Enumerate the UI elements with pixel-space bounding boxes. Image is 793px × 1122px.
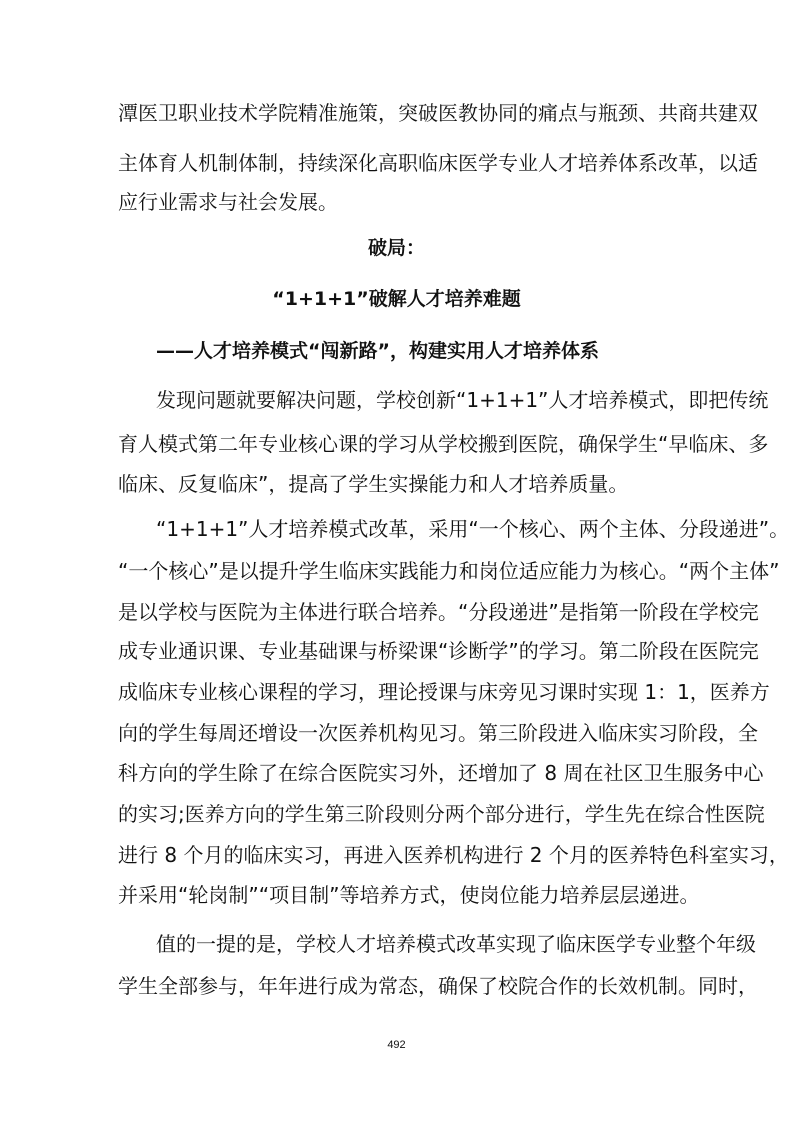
text-line: 主体育人机制体制，持续深化高职临床医学专业人才培养体系改革，以适 — [118, 151, 758, 175]
text-line: 临床、反复临床”，提高了学生实操能力和人才培养质量。 — [118, 472, 629, 496]
text-line: 科方向的学生除了在综合医院实习外，还增加了 8 周在社区卫生服务中心 — [118, 761, 764, 785]
text-line: “一个核心”是以提升学生临床实践能力和岗位适应能力为核心。“两个主体” — [118, 559, 780, 583]
section-subtitle: “1+1+1”破解人才培养难题 — [272, 288, 521, 310]
text-line: 学生全部参与，年年进行成为常态，确保了校院合作的长效机制。同时， — [118, 974, 758, 998]
text-line: 应行业需求与社会发展。 — [118, 190, 338, 214]
text-line: 的实习;医养方向的学生第三阶段则分两个部分进行，学生先在综合性医院 — [118, 802, 765, 826]
text-line: 发现问题就要解决问题，学校创新“1+1+1”人才培养模式，即把传统 — [156, 388, 769, 412]
text-line: 成临床专业核心课程的学习，理论授课与床旁见习课时实现 1：1，医养方 — [118, 680, 770, 704]
text-line: 成专业通识课、专业基础课与桥梁课“诊断学”的学习。第二阶段在医院完 — [118, 639, 759, 663]
page-number: 492 — [387, 1039, 406, 1051]
text-line: 进行 8 个月的临床实习，再进入医养机构进行 2 个月的医养特色科室实习， — [118, 843, 789, 867]
text-line: 育人模式第二年专业核心课的学习从学校搬到医院，确保学生“早临床、多 — [118, 432, 769, 456]
text-line: 值的一提的是，学校人才培养模式改革实现了临床医学专业整个年级 — [156, 932, 756, 956]
text-line: 是以学校与医院为主体进行联合培养。“分段递进”是指第一阶段在学校完 — [118, 600, 759, 624]
section-title: 破局： — [367, 237, 425, 259]
text-line: “1+1+1”人才培养模式改革，采用“一个核心、两个主体、分段递进”。 — [156, 517, 790, 541]
section-tagline: ——人才培养模式“闯新路”，构建实用人才培养体系 — [156, 340, 599, 362]
text-line: 并采用“轮岗制”“项目制”等培养方式，使岗位能力培养层层递进。 — [118, 883, 700, 907]
text-line: 潭医卫职业技术学院精准施策，突破医教协同的痛点与瓶颈、共商共建双 — [118, 101, 758, 125]
text-line: 向的学生每周还增设一次医养机构见习。第三阶段进入临床实习阶段，全 — [118, 721, 758, 745]
